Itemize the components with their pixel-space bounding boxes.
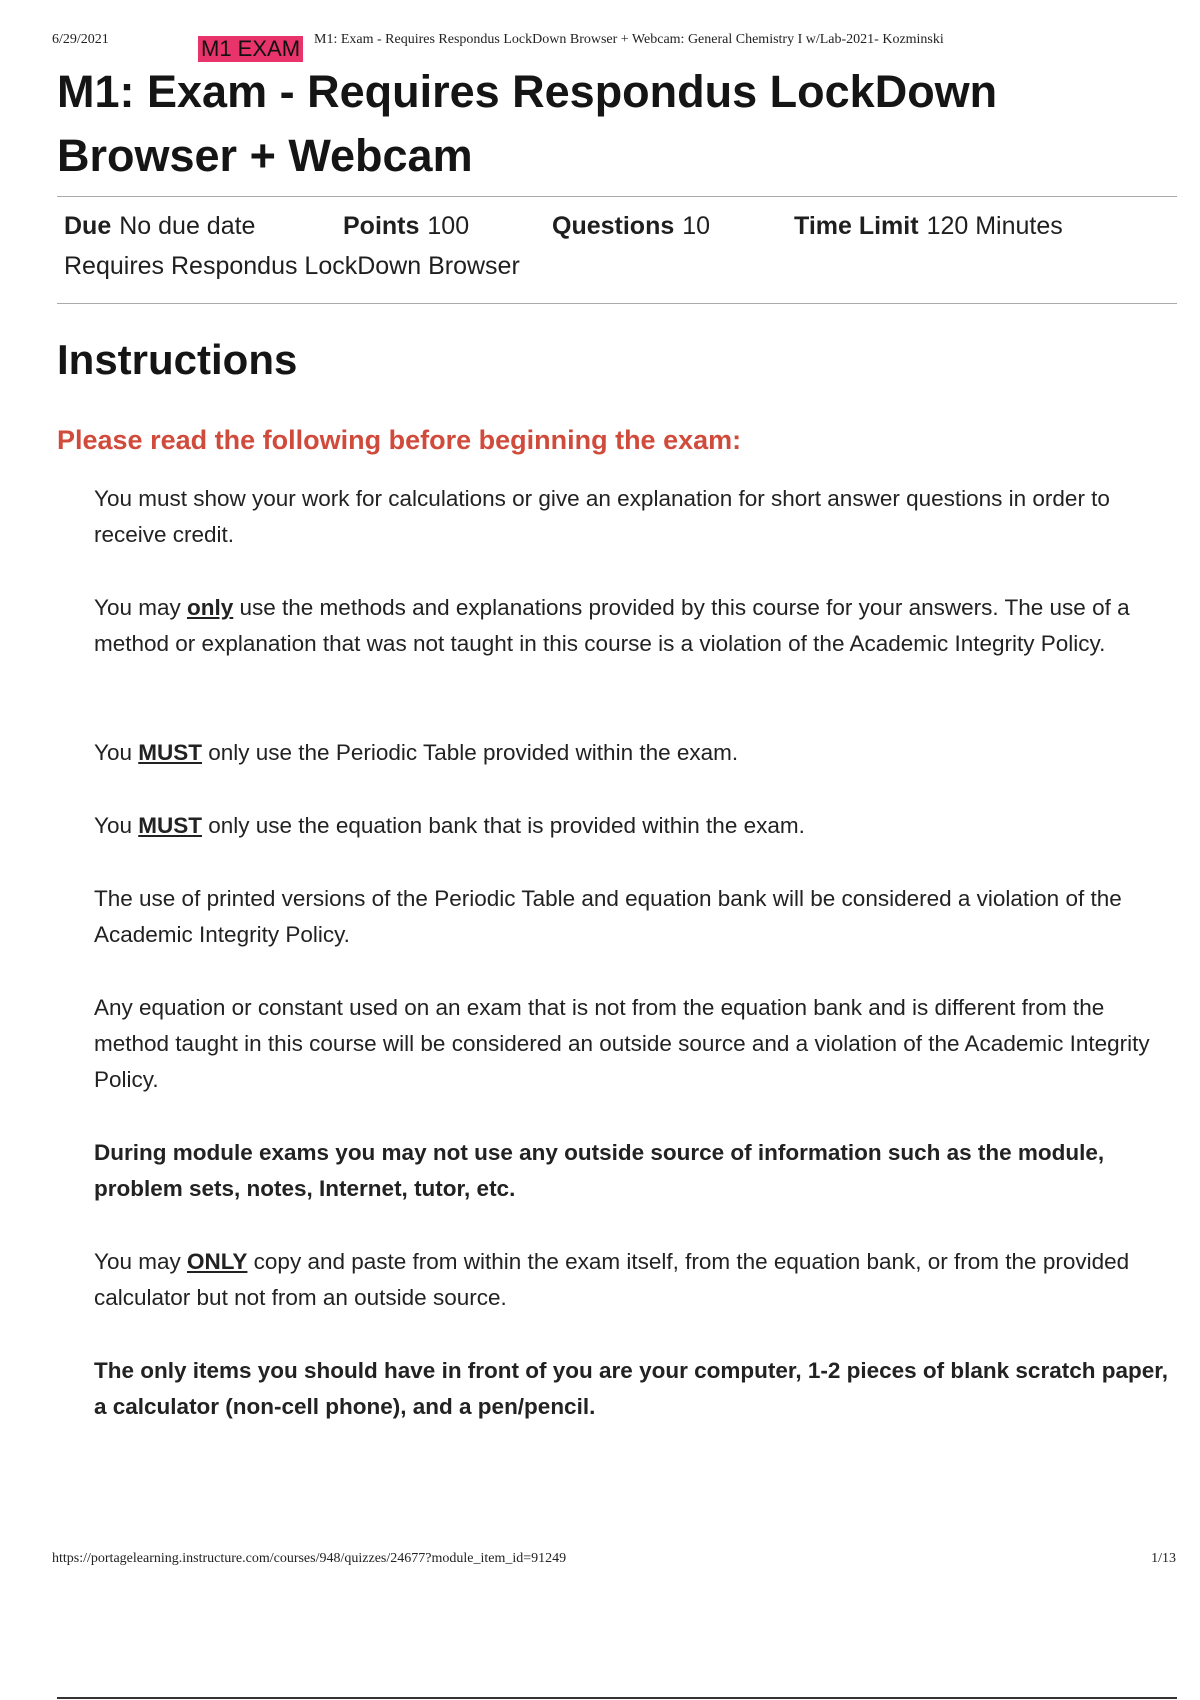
instruction-allowed-items: The only items you should have in front of you are your computer, 1-2 pieces of blank scratch paper, a calculator (non-cell phone), and a pen/pencil. [94,1358,1169,1419]
instruction-course-methods: You may only use the methods and explanations provided by this course for your answers. The use of a method or explanation that was not taught in this course is a violation of the Academic Integrity Policy. [94,595,1130,656]
meta-points [343,212,552,241]
instruction-outside-equations: Any equation or constant used on an exam that is not from the equation bank and is different from the method taught in this course will be considered an outside source and a violation of the Academic Integrity Policy. [94,995,1150,1092]
points-label: Points [343,212,420,240]
exam-notice: Please read the following before beginning the exam: [57,425,742,455]
print-url: https://portagelearning.instructure.com/courses/948/quizzes/24677?module_item_id=91249 [52,1551,567,1566]
instruction-show-work: You must show your work for calculations or give an explanation for short answer questions in order to receive credit. [94,486,1110,547]
questions-value: 10 [682,212,711,240]
page-number: 1/13 [1151,1551,1176,1566]
exam-tag-highlight: M1 EXAM [198,36,303,62]
points-value: 100 [427,212,470,240]
quiz-meta [64,212,1063,241]
page-title: M1: Exam - Requires Respondus LockDown Browser + Webcam [57,66,998,181]
emphasis-only-caps: ONLY [186,1249,248,1274]
emphasis-must: MUST [138,740,202,765]
time-limit-label: Time Limit [794,212,919,240]
due-value: No due date [119,212,256,240]
next-page-rule [57,1697,1177,1699]
instructions-heading: Instructions [57,336,298,383]
print-date: 6/29/2021 [52,32,109,47]
emphasis-only: only [186,595,234,620]
instruction-periodic-table: You MUST only use the Periodic Table provided within the exam. [94,740,739,765]
emphasis-must: MUST [138,813,202,838]
meta-time-limit [794,212,1063,241]
meta-due [64,212,343,241]
instruction-printed-versions: The use of printed versions of the Periodic Table and equation bank will be considered a violation of the Academic Integrity Policy. [94,886,1122,947]
time-limit-value: 120 Minutes [926,212,1063,240]
print-header [52,30,1176,64]
print-footer [52,1551,1176,1571]
instruction-no-outside-sources: During module exams you may not use any outside source of information such as the module, problem sets, notes, Internet, tutor, etc. [94,1140,1105,1201]
divider-bottom [57,303,1177,304]
lockdown-requirement: Requires Respondus LockDown Browser [64,252,520,280]
instruction-copy-paste: You may ONLY copy and paste from within the exam itself, from the equation bank, or from the provided calculator but not from an outside source. [94,1249,1130,1310]
due-label: Due [64,212,112,240]
print-doc-title: M1: Exam - Requires Respondus LockDown Browser + Webcam: General Chemistry I w/Lab-2021- Kozminski [314,32,944,47]
instruction-equation-bank: You MUST only use the equation bank that is provided within the exam. [94,813,805,838]
questions-label: Questions [552,212,675,240]
meta-questions [552,212,794,241]
divider-top [57,196,1177,197]
